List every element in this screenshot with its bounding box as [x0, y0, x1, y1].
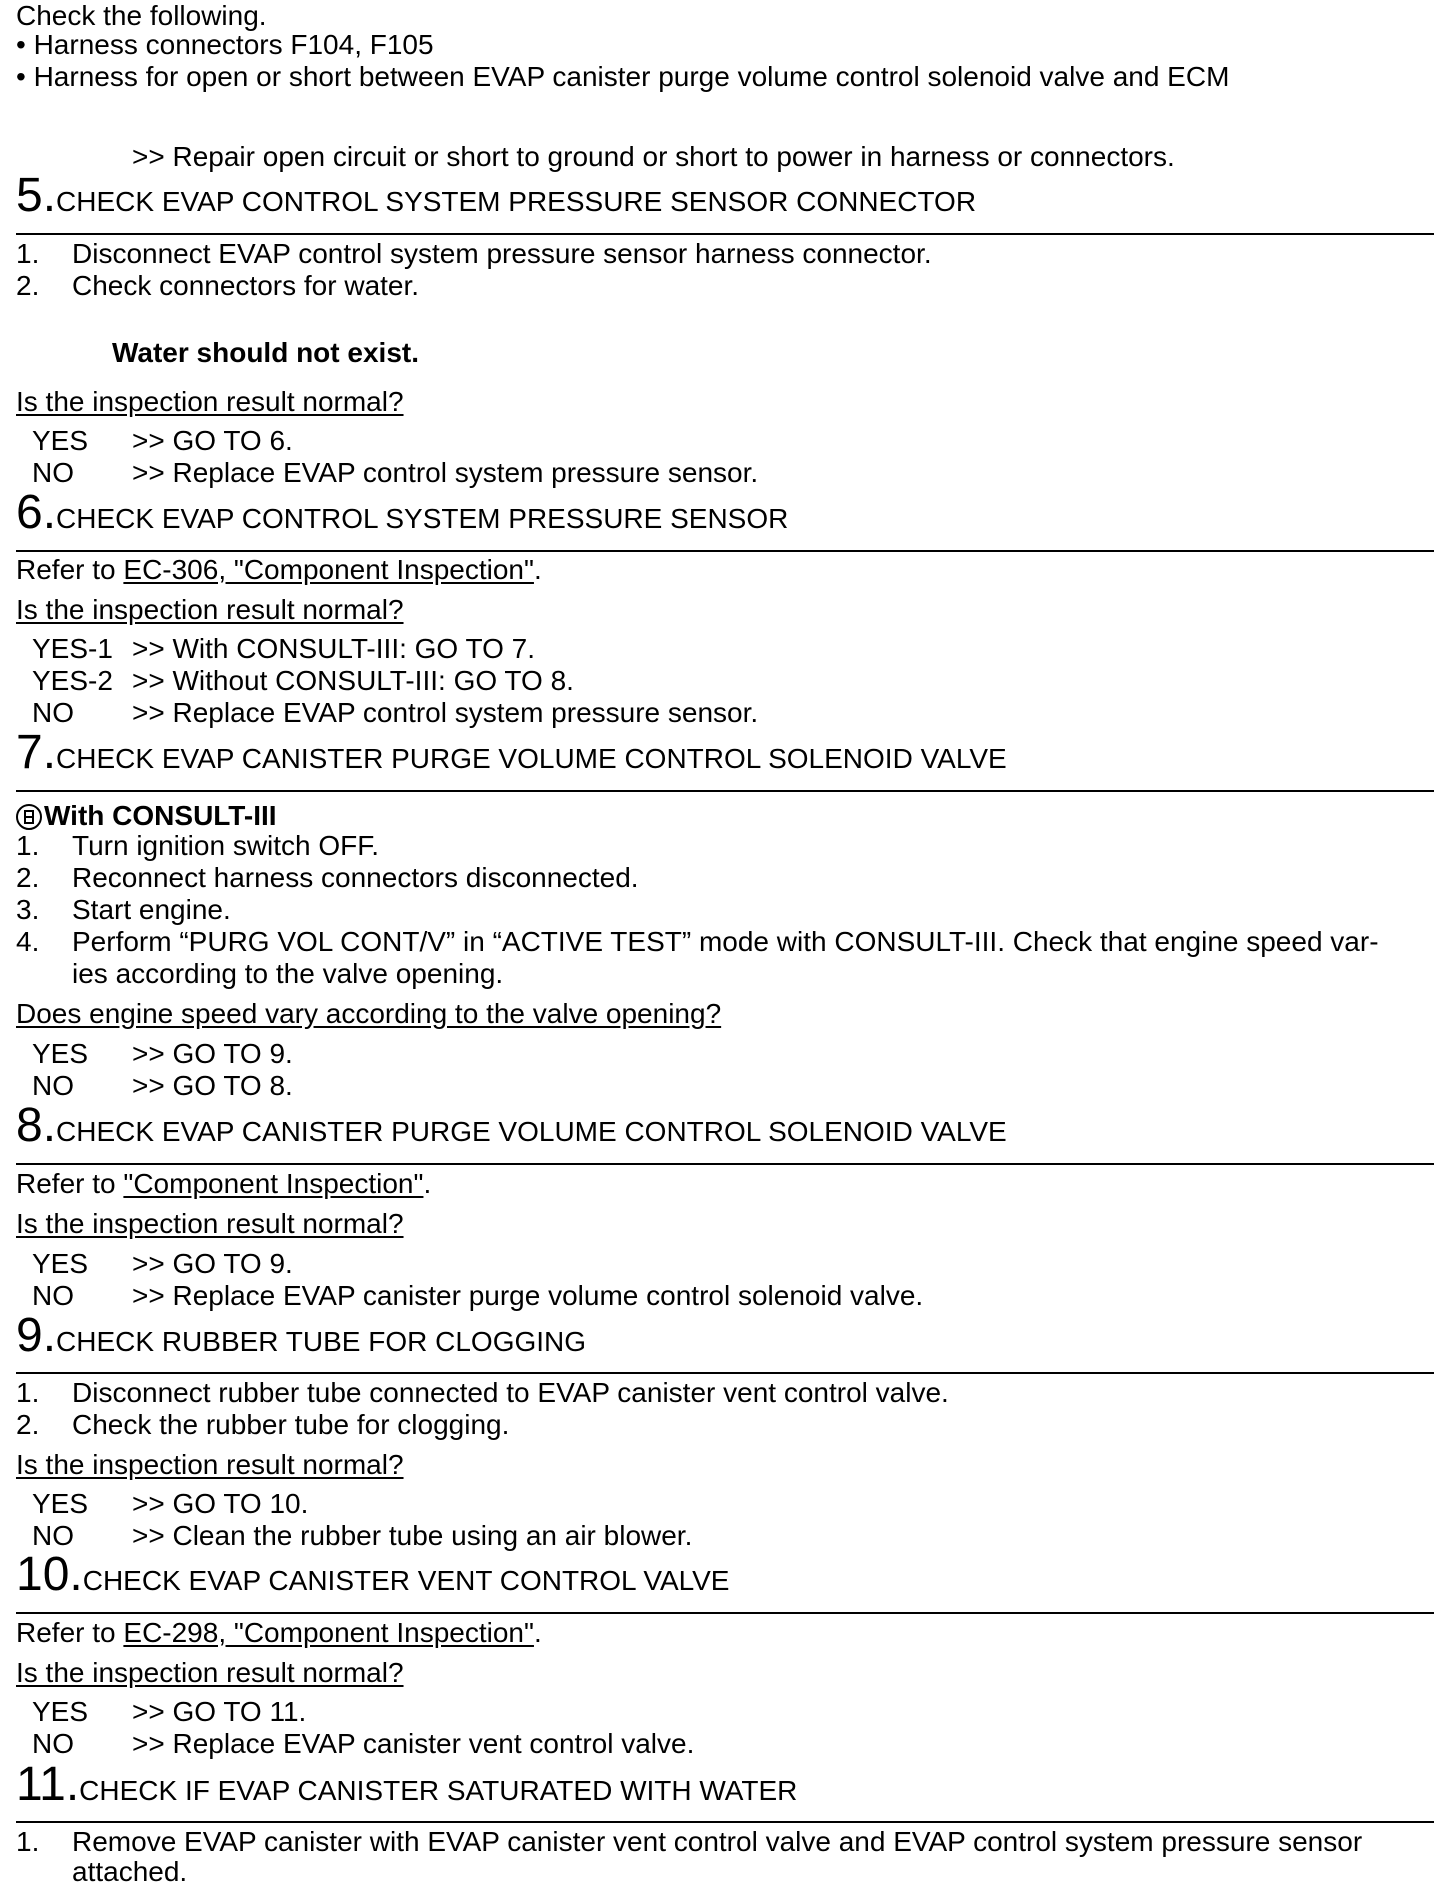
bullet-item: • Harness connectors F104, F105: [16, 29, 434, 60]
refer-line: Refer to EC-306, "Component Inspection".: [16, 554, 542, 585]
step-title: CHECK EVAP CONTROL SYSTEM PRESSURE SENSOR: [56, 503, 789, 534]
step-text-continued: ies according to the valve opening.: [72, 958, 504, 989]
section-heading-5: [16, 169, 977, 222]
answer-key: NO: [32, 1070, 74, 1101]
answer-key: YES: [32, 425, 89, 456]
component-inspection-link[interactable]: EC-298, "Component Inspection": [123, 1617, 534, 1648]
step-number: 11.: [16, 1758, 80, 1811]
step-text: Perform “PURG VOL CONT/V” in “ACTIVE TEST” mode with CONSULT-III. Check that engine speed var-: [72, 926, 1379, 957]
step-text: Disconnect rubber tube connected to EVAP canister vent control valve.: [72, 1377, 949, 1408]
step-number: 2.: [16, 270, 40, 301]
answer-action: >> GO TO 8.: [132, 1070, 293, 1101]
inspection-question: Is the inspection result normal?: [16, 1449, 404, 1480]
answer-action: >> Replace EVAP control system pressure sensor.: [132, 457, 759, 488]
step-number: 2.: [16, 862, 40, 893]
section-divider: [16, 790, 1434, 792]
step-number: 1.: [16, 238, 40, 269]
section-divider: [16, 1163, 1434, 1165]
section-heading-7: [16, 726, 1007, 779]
step-text: Check the rubber tube for clogging.: [72, 1409, 510, 1440]
check-following-text: Check the following.: [16, 0, 267, 31]
step-number: 10.: [16, 1548, 83, 1601]
answer-key: NO: [32, 457, 74, 488]
step-number: 4.: [16, 926, 40, 957]
component-inspection-link[interactable]: EC-306, "Component Inspection": [123, 554, 534, 585]
repair-instruction: >> Repair open circuit or short to ground or short to power in harness or connectors.: [132, 141, 1175, 172]
step-title: CHECK IF EVAP CANISTER SATURATED WITH WATER: [79, 1775, 798, 1806]
step-title: CHECK EVAP CANISTER VENT CONTROL VALVE: [82, 1565, 730, 1596]
section-divider: [16, 1612, 1434, 1614]
step-number: 5.: [16, 169, 57, 222]
answer-action: >> Without CONSULT-III: GO TO 8.: [132, 665, 574, 696]
section-heading-6: [16, 486, 789, 539]
step-number: 6.: [16, 486, 57, 539]
component-inspection-link[interactable]: "Component Inspection": [123, 1168, 424, 1199]
inspection-question: Is the inspection result normal?: [16, 386, 404, 417]
answer-key: YES: [32, 1038, 89, 1069]
inspection-question: Does engine speed vary according to the valve opening?: [16, 998, 722, 1029]
step-number: 2.: [16, 1409, 40, 1440]
answer-key: NO: [32, 697, 74, 728]
answer-key: NO: [32, 1520, 74, 1551]
answer-action: >> Clean the rubber tube using an air blower.: [132, 1520, 693, 1551]
section-divider: [16, 550, 1434, 552]
step-text: Start engine.: [72, 894, 231, 925]
step-number: 1.: [16, 1377, 40, 1408]
section-heading-8: [16, 1099, 1007, 1152]
refer-line: Refer to "Component Inspection".: [16, 1168, 432, 1199]
step-text: Check connectors for water.: [72, 270, 420, 301]
answer-key: YES-2: [32, 665, 113, 696]
answer-key: YES: [32, 1248, 89, 1279]
answer-key: YES: [32, 1488, 89, 1519]
step-number: 9.: [16, 1309, 57, 1362]
answer-action: >> With CONSULT-III: GO TO 7.: [132, 633, 535, 664]
step-text: Disconnect EVAP control system pressure sensor harness connector.: [72, 238, 932, 269]
step-text: Remove EVAP canister with EVAP canister vent control valve and EVAP control system pressure sensor: [72, 1826, 1363, 1857]
answer-action: >> Replace EVAP canister vent control valve.: [132, 1728, 695, 1759]
bullet-item: • Harness for open or short between EVAP canister purge volume control solenoid valve and ECM: [16, 61, 1230, 92]
step-number: 1.: [16, 830, 40, 861]
section-divider: [16, 233, 1434, 235]
answer-action: >> GO TO 9.: [132, 1248, 293, 1279]
inspection-question: Is the inspection result normal?: [16, 1208, 404, 1239]
step-number: 8.: [16, 1099, 57, 1152]
refer-line: Refer to EC-298, "Component Inspection".: [16, 1617, 542, 1648]
step-title: CHECK RUBBER TUBE FOR CLOGGING: [56, 1326, 587, 1357]
answer-action: >> Replace EVAP canister purge volume control solenoid valve.: [132, 1280, 924, 1311]
section-divider: [16, 1372, 1434, 1374]
answer-key: YES-1: [32, 633, 113, 664]
section-divider: [16, 1821, 1434, 1823]
section-heading-10: [16, 1548, 730, 1601]
section-heading-11: [16, 1758, 798, 1811]
step-title: CHECK EVAP CONTROL SYSTEM PRESSURE SENSOR CONNECTOR: [56, 186, 977, 217]
consult-mode-label: With CONSULT-III: [16, 800, 277, 832]
step-number: 1.: [16, 1826, 40, 1857]
step-text: Reconnect harness connectors disconnected.: [72, 862, 639, 893]
answer-key: YES: [32, 1696, 89, 1727]
answer-action: >> GO TO 9.: [132, 1038, 293, 1069]
step-title: CHECK EVAP CANISTER PURGE VOLUME CONTROL SOLENOID VALVE: [56, 743, 1007, 774]
answer-action: >> GO TO 10.: [132, 1488, 309, 1519]
inspection-question: Is the inspection result normal?: [16, 1657, 404, 1688]
step-number: 3.: [16, 894, 40, 925]
step-number: 7.: [16, 726, 57, 779]
answer-action: >> Replace EVAP control system pressure sensor.: [132, 697, 759, 728]
step-title: CHECK EVAP CANISTER PURGE VOLUME CONTROL SOLENOID VALVE: [56, 1116, 1007, 1147]
spec-note: Water should not exist.: [112, 337, 419, 368]
answer-key: NO: [32, 1728, 74, 1759]
section-heading-9: [16, 1309, 587, 1362]
answer-action: >> GO TO 6.: [132, 425, 293, 456]
step-text: Turn ignition switch OFF.: [72, 830, 380, 861]
answer-key: NO: [32, 1280, 74, 1311]
step-text-continued: attached.: [72, 1856, 188, 1887]
inspection-question: Is the inspection result normal?: [16, 594, 404, 625]
answer-action: >> GO TO 11.: [132, 1696, 307, 1727]
consult-tool-icon: [16, 804, 42, 830]
